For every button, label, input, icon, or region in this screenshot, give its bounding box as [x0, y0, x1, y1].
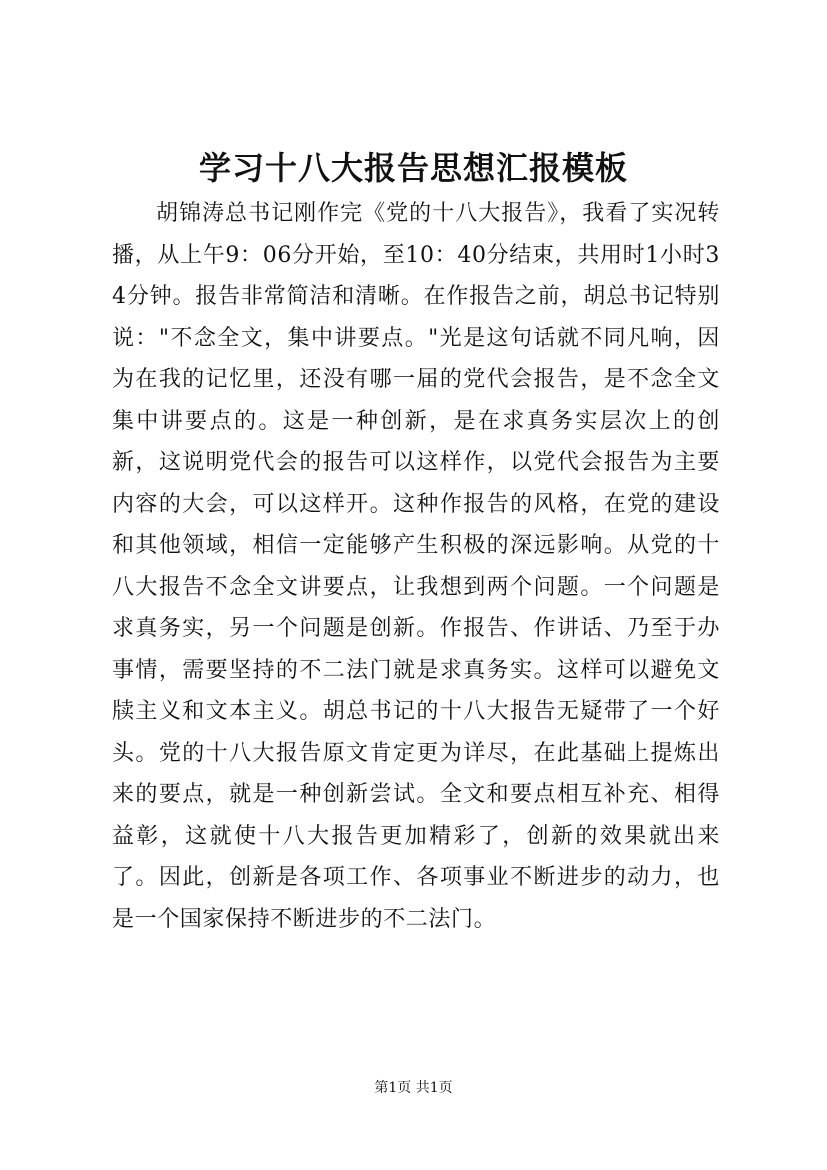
document-body-paragraph: 胡锦涛总书记刚作完《党的十八大报告》，我看了实况转播，从上午9：06分开始，至10：40分结束，共用时1小时34分钟。报告非常简洁和清晰。在作报告之前，胡总书记特别说："不念全文，集中讲要点。"光是这句话就不同凡响，因为在我的记忆里，还没有哪一届的党代会报告，是不念全文集中讲要点的。这是一种创新，是在求真务实层次上的创新，这说明党代会的报告可以这样作，以党代会报告为主要内容的大会，可以这样开。这种作报告的风格，在党的建设和其他领域，相信一定能够产生积极的深远影响。从党的十八大报告不念全文讲要点，让我想到两个问题。一个问题是求真务实，另一个问题是创新。作报告、作讲话、乃至于办事情，需要坚持的不二法门就是求真务实。这样可以避免文牍主义和文本主义。胡总书记的十八大报告无疑带了一个好头。党的十八大报告原文肯定更为详尽，在此基础上提炼出来的要点，就是一种创新尝试。全文和要点相互补充、相得益彰，这就使十八大报告更加精彩了，创新的效果就出来了。因此，创新是各项工作、各项事业不断进步的动力，也是一个国家保持不断进步的不二法门。 — [112, 201, 720, 932]
document-title: 学习十八大报告思想汇报模板 — [198, 149, 628, 187]
page-footer: 第1页 共1页 — [374, 1080, 453, 1096]
